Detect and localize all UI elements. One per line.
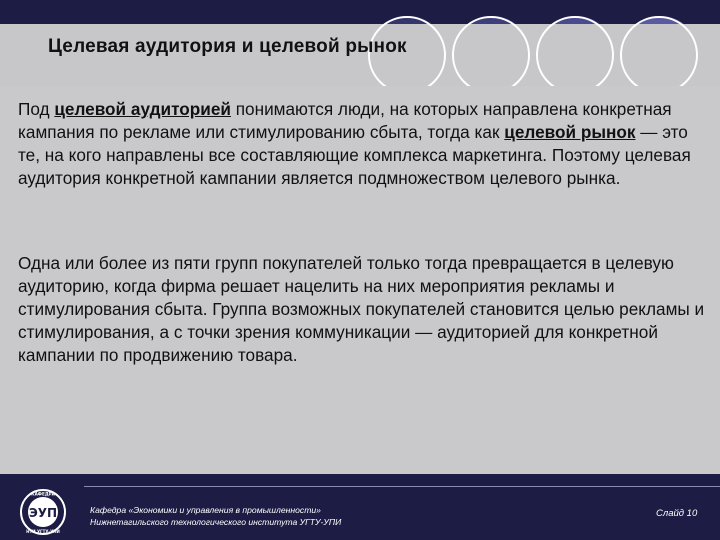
p1-text-2: понимаются люди, на которых направлена конкретная кампания по рекламе или стимулированию сбыта, тогда как: [18, 99, 672, 142]
p1-text-3: — это те, на кого направлены все составляющие комплекса маркетинга. Поэтому целевая аудитория конкретной кампании является подмножеством целевого рынка.: [18, 122, 691, 188]
footer-text: [90, 504, 341, 528]
header-ring-4: [620, 16, 698, 94]
slide-number: Слайд 10: [656, 508, 698, 519]
term-target-audience: целевой аудиторией: [54, 99, 231, 119]
footer-divider: [84, 486, 720, 487]
paragraph-2: Одна или более из пяти групп покупателей только тогда превращается в целевую аудиторию, когда фирма решает нацелить на них мероприятия рекламы и стимулирования сбыта. Группа возможных покупателей становится целью рекламы и стимулирования, а с точки зрения коммуникации — аудиторией для конкретной кампании по продвижению товара.: [18, 253, 705, 365]
footer-line-1: Кафедра «Экономики и управления в промышленности»: [90, 505, 321, 515]
logo-text: ЭУП: [28, 506, 58, 520]
slide-title: Целевая аудитория и целевой рынок: [48, 36, 407, 57]
logo-bottom-text: НТИ УГТУ-УПИ: [26, 529, 60, 534]
content-panel: [0, 86, 720, 474]
logo-top-text: КАФЕДРА: [31, 491, 55, 497]
header-ring-2: [452, 16, 530, 94]
header-ring-3: [536, 16, 614, 94]
p1-text-1: Под: [18, 99, 55, 119]
term-target-market: целевой рынок: [504, 122, 636, 142]
footer-line-2: Нижнетагильского технологического института УГТУ-УПИ: [90, 517, 342, 527]
paragraph-1: [18, 98, 708, 190]
department-logo-icon: [16, 488, 70, 536]
